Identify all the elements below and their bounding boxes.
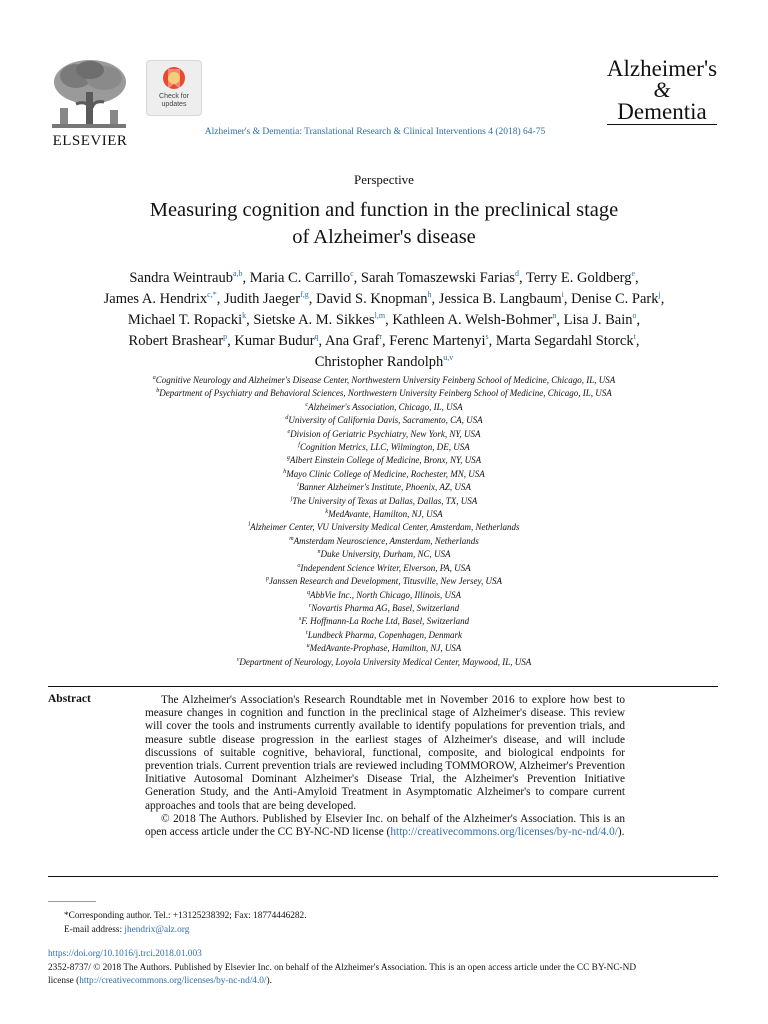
author-name[interactable]: Lisa J. Bain (563, 312, 633, 328)
doi-block (48, 948, 718, 989)
affiliation-key: e (287, 428, 291, 435)
affiliation-key: d (285, 415, 289, 422)
affiliation-text: Banner Alzheimer's Institute, Phoenix, AZ, USA (298, 482, 471, 493)
author-name[interactable]: Denise C. Park (571, 291, 659, 307)
affiliation-key: k (325, 509, 329, 516)
affiliation-item (44, 615, 724, 628)
affiliation-item (44, 495, 724, 508)
affiliation-key: u (306, 643, 310, 650)
affiliation-item (44, 508, 724, 521)
author-name[interactable]: Christopher Randolph (314, 354, 444, 370)
license-line (48, 975, 718, 989)
affiliation-key: v (236, 656, 240, 663)
affiliation-key: m (289, 535, 294, 542)
article-title-line: Measuring cognition and function in the preclinical stage (149, 199, 619, 221)
doi-link[interactable]: https://doi.org/10.1016/j.trci.2018.01.003 (48, 949, 202, 959)
affiliation-item (44, 656, 724, 669)
abstract-paragraph: The Alzheimer's Association's Research Roundtable met in November 2016 to explore how best to measure changes in cognition and function in the preclinical stage of Alzheimer's disease. This review will cover the tools and instruments currently available to identify populations for prevention trials, and measure subtle disease progression in the earliest stages of Alzheimer's disease, and will include discussions of suitable cognitive, behavioral, functional, composite, and biological endpoints for prevention trials. Current prevention trials are reviewed including TOMMOROW, Alzheimer's Prevention Initiative Autosomal Dominant Alzheimer's Disease Trial, the Alzheimer's Prevention Initiative Generation Study, and the Anti-Amyloid Treatment in Asymptomatic Alzheimer's to compare current approaches and tools that are being developed. (145, 694, 625, 812)
author-name[interactable]: Judith Jaeger (223, 291, 301, 307)
affiliation-text: Albert Einstein College of Medicine, Bronx, NY, USA (289, 455, 482, 466)
author-name[interactable]: Jessica B. Langbaum (438, 291, 562, 307)
affiliation-text: F. Hoffmann-La Roche Ltd, Basel, Switzerland (301, 616, 470, 627)
affiliation-text: Department of Psychiatry and Behavioral Sciences, Northwestern University Feinberg School of Medicine, Chicago, IL, USA (159, 388, 612, 399)
email-note (48, 924, 307, 938)
journal-logo-ampersand: & (653, 77, 671, 102)
article-type: Perspective (354, 172, 414, 187)
bookmark-icon (147, 63, 201, 95)
affiliation-item (44, 401, 724, 414)
license-suffix: ). (266, 976, 272, 987)
author-affiliation-mark[interactable]: t (633, 332, 636, 342)
author-name[interactable]: Sietske A. M. Sikkes (253, 312, 375, 328)
author-name[interactable]: David S. Knopman (315, 291, 428, 307)
email-label: E-mail address: (64, 924, 125, 935)
author-affiliation-mark[interactable]: q (314, 332, 319, 342)
affiliation-text: Cognitive Neurology and Alzheimer's Disease Center, Northwestern University Feinberg School of Medicine, Chicago, IL, USA (155, 375, 616, 385)
affiliation-text: Novartis Pharma AG, Basel, Switzerland (311, 602, 460, 613)
author-affiliation-mark[interactable]: j (658, 290, 661, 300)
tree-icon (46, 56, 132, 134)
journal-logo (598, 58, 726, 125)
author-name[interactable]: James A. Hendrix (103, 291, 208, 307)
affiliation-key: j (290, 495, 293, 502)
affiliation-text: MedAvante, Hamilton, NJ, USA (328, 509, 443, 520)
affiliation-key: r (308, 602, 312, 609)
corresponding-author-note: *Corresponding author. Tel.: +13125238392; Fax: 18774446282. (64, 911, 307, 921)
affiliation-item (44, 387, 724, 400)
affiliation-key: f (298, 442, 300, 449)
author-affiliation-mark[interactable]: a,b (232, 269, 243, 279)
author-affiliation-mark[interactable]: s (485, 332, 489, 342)
affiliation-text: Duke University, Durham, NC, USA (320, 549, 451, 560)
affiliation-text: The University of Texas at Dallas, Dallas, TX, USA (292, 495, 478, 506)
affiliation-key: l (248, 522, 251, 529)
author-affiliation-mark[interactable]: d (515, 269, 520, 279)
publisher-name: ELSEVIER (52, 133, 128, 149)
affiliation-item (44, 441, 724, 454)
article-title-line: of Alzheimer's disease (292, 226, 476, 248)
author-name[interactable]: Kathleen A. Welsh-Bohmer (392, 312, 553, 328)
footnote-rule (48, 901, 96, 902)
affiliation-item (44, 535, 724, 548)
author-affiliation-mark[interactable]: p (223, 332, 228, 342)
journal-logo-line1: Alzheimer's (606, 56, 718, 81)
author-line: Robert Brashear$^p$, Kumar Budur$^q$, Ana Graf$^r$, Ferenc Martenyi$^s$, Marta Segardahl Storck$^t$, (128, 332, 640, 349)
affiliation-key: t (306, 629, 308, 636)
author-affiliation-mark[interactable]: e (631, 269, 636, 279)
author-name[interactable]: Robert Brashear (128, 333, 224, 349)
affiliation-item (44, 374, 724, 387)
affiliation-key: i (297, 482, 299, 489)
article-title (84, 197, 684, 251)
affiliation-text: MedAvante-Prophase, Hamilton, NJ, USA (309, 643, 462, 654)
affiliation-key: s (298, 616, 302, 623)
author-affiliation-mark[interactable]: c (350, 269, 354, 279)
abstract-license (145, 813, 625, 839)
journal-logo-rule (607, 124, 717, 125)
affiliation-item (44, 414, 724, 427)
email-link[interactable]: jhendrix@alz.org (124, 924, 190, 935)
affiliation-key: q (306, 589, 310, 596)
author-name[interactable]: Sarah Tomaszewski Farias (360, 270, 516, 286)
affiliation-key: b (156, 388, 160, 395)
author-affiliation-mark[interactable]: u,v (443, 353, 454, 363)
author-name[interactable]: Michael T. Ropacki (127, 312, 243, 328)
license-prefix: license ( (48, 976, 80, 987)
author-affiliation-mark[interactable]: h (427, 290, 432, 300)
author-affiliation-mark[interactable]: l,m (374, 311, 386, 321)
author-name[interactable]: Ana Graf (325, 333, 380, 349)
bottom-license-link[interactable]: http://creativecommons.org/licenses/by-nc-nd/4.0/ (79, 976, 267, 987)
license-link[interactable]: http://creativecommons.org/licenses/by-nc-nd/4.0/ (390, 826, 618, 839)
check-updates-label: Check for updates (159, 93, 189, 108)
author-name[interactable]: Ferenc Martenyi (389, 333, 486, 349)
affiliation-item (44, 562, 724, 575)
abstract-bottom-rule (48, 876, 718, 877)
author-affiliation-mark[interactable]: o (632, 311, 637, 321)
abstract-body (145, 694, 625, 839)
affiliation-text: Division of Geriatric Psychiatry, New York, NY, USA (290, 428, 481, 439)
journal-citation: Alzheimer's & Dementia: Translational Research & Clinical Interventions 4 (2018) 64-75 (204, 127, 546, 137)
affiliation-item (44, 454, 724, 467)
affiliation-text: AbbVie Inc., North Chicago, Illinois, USA (309, 589, 462, 600)
author-affiliation-mark[interactable]: f,g (300, 290, 309, 300)
affiliation-key: o (297, 562, 301, 569)
author-list (44, 268, 724, 373)
affiliation-item (44, 548, 724, 561)
affiliation-key: p (265, 576, 269, 583)
author-name[interactable]: Marta Segardahl Storck (495, 333, 634, 349)
affiliation-item (44, 629, 724, 642)
affiliation-text: University of California Davis, Sacramento, CA, USA (288, 415, 483, 426)
affiliation-item (44, 589, 724, 602)
license-text: © 2018 The Authors. Published by Elsevier Inc. on behalf of the Alzheimer's Association. This is an open access article under the CC BY-NC-ND license ( (145, 812, 625, 839)
author-affiliation-mark[interactable]: r (379, 332, 383, 342)
author-name[interactable]: Terry E. Goldberg (526, 270, 632, 286)
author-affiliation-mark[interactable]: c,* (207, 290, 217, 300)
affiliation-key: a (152, 375, 156, 381)
affiliation-text: Cognition Metrics, LLC, Wilmington, DE, USA (299, 442, 470, 453)
affiliation-text: Amsterdam Neuroscience, Amsterdam, Netherlands (293, 535, 479, 546)
affiliation-item (44, 521, 724, 534)
affiliation-text: Department of Neurology, Loyola University Medical Center, Maywood, IL, USA (239, 656, 532, 667)
affiliation-item (44, 642, 724, 655)
abstract-top-rule (48, 686, 718, 687)
author-line: James A. Hendrix$^{c,*}$, Judith Jaeger$^{f,g}$, David S. Knopman$^h$, Jessica B. Langbaum$^i$, Denise C. Park$^j$, (103, 290, 665, 307)
check-for-updates-badge[interactable] (146, 60, 202, 116)
affiliation-text: Mayo Clinic College of Medicine, Rochester, MN, USA (286, 468, 485, 479)
affiliation-item (44, 481, 724, 494)
affiliation-item (44, 428, 724, 441)
affiliation-text: Lundbeck Pharma, Copenhagen, Denmark (307, 629, 462, 640)
footnotes (48, 910, 307, 937)
author-affiliation-mark[interactable]: k (242, 311, 247, 321)
abstract-heading: Abstract (48, 693, 91, 705)
affiliation-item (44, 575, 724, 588)
author-line: Sandra Weintraub$^{a,b}$, Maria C. Carrillo$^c$, Sarah Tomaszewski Farias$^d$, Terry E. Goldberg$^e$, (129, 269, 639, 286)
affiliation-key: h (283, 468, 287, 475)
author-line: Michael T. Ropacki$^k$, Sietske A. M. Sikkes$^{l,m}$, Kathleen A. Welsh-Bohmer$^n$, Lisa J. Bain$^o$, (127, 311, 641, 328)
author-name[interactable]: Maria C. Carrillo (249, 270, 351, 286)
author-name[interactable]: Kumar Budur (234, 333, 315, 349)
affiliation-key: n (317, 549, 321, 556)
journal-logo-line2: Dementia (617, 99, 707, 124)
affiliation-key: c (305, 401, 309, 408)
copyright-line: 2352-8737/ © 2018 The Authors. Published by Elsevier Inc. on behalf of the Alzheimer's Association. This is an open access article under the CC BY-NC-ND (48, 962, 637, 973)
affiliation-text: Independent Science Writer, Elverson, PA, USA (300, 562, 471, 573)
author-line (44, 352, 724, 373)
affiliation-text: Alzheimer Center, VU University Medical Center, Amsterdam, Netherlands (250, 522, 520, 533)
affiliation-list (44, 374, 724, 669)
author-affiliation-mark[interactable]: i (561, 290, 564, 300)
affiliation-text: Janssen Research and Development, Titusville, New Jersey, USA (268, 576, 503, 587)
author-affiliation-mark[interactable]: n (552, 311, 557, 321)
affiliation-key: g (286, 455, 290, 462)
affiliation-item (44, 602, 724, 615)
license-close: ). (617, 826, 625, 839)
affiliation-text: Alzheimer's Association, Chicago, IL, USA (308, 401, 463, 412)
affiliation-item (44, 468, 724, 481)
author-name[interactable]: Sandra Weintraub (129, 270, 233, 286)
